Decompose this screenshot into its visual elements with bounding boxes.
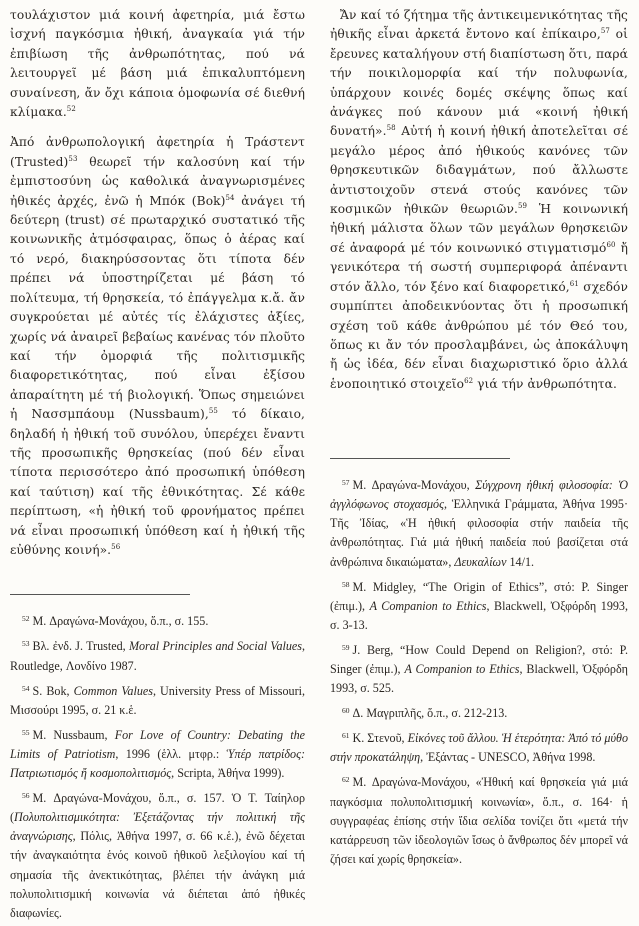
footnote-55 <box>10 723 305 783</box>
footnote-text: , Blackwell, Ὀξφόρδη 1993, σ. 525. <box>330 661 628 696</box>
footnote-ref-58[interactable]: 58 <box>386 124 396 133</box>
footnote-ref-55[interactable]: 55 <box>208 407 218 416</box>
footnote-text: M. Midgley, “The Origin of Ethics”, στό: P. Singer (ἐπιμ.), <box>330 579 628 613</box>
footnote-52 <box>10 609 305 631</box>
footnote-text: , Ἑλληνικά Γράμματα, Ἀθήνα 1995· Τῆς Ἰδίας, «Ἡ ἠθική φιλοσοφία στήν παιδεία τῆς ἀνθρωπότητας. Γιά μιά ἠθική παιδεία πού βασίζεται στά ἀνθρώπινα δικαιώματα», <box>330 497 628 569</box>
footnote-title: A Companion to Ethics <box>369 598 487 613</box>
footnote-title: For Love of Country: Debating the Limits of Patriotism <box>10 727 305 761</box>
footnote-text: M. Δραγώνα-Μονάχου, ὅ.π., σ. 155. <box>32 614 209 629</box>
footnote-text: , Scripta, Ἀθήνα 1999). <box>171 766 285 781</box>
footnote-text: Κ. Στενοῦ, <box>352 731 408 746</box>
footnote-number: 54 <box>22 683 30 693</box>
footnote-text: , Routledge, Λονδίνο 1987. <box>10 639 306 673</box>
footnote-ref-56[interactable]: 56 <box>111 542 121 551</box>
footnote-53 <box>10 634 305 675</box>
footnote-divider <box>10 594 190 595</box>
footnote-57 <box>330 473 628 571</box>
footnote-ref-62[interactable]: 62 <box>464 376 474 385</box>
footnote-text: , Blackwell, Ὀξφόρδη 1993, σ. 3-13. <box>330 598 628 632</box>
footnote-title: Ὑπέρ πατρίδος: Πατριωτισμός ἤ κοσμοπολιτισμός <box>10 746 306 781</box>
footnote-text: , Ἐξάντας - UNESCO, Ἀθήνα 1998. <box>420 750 596 765</box>
footnote-text: , 1996 (ἑλλ. μτφρ.: <box>115 746 227 761</box>
footnote-divider <box>330 458 510 459</box>
footnote-text: M. Δραγώνα-Μονάχου, «Ἠθική καί θρησκεία γιά μιά παγκόσμια πολυπολιτισμική κοινωνία», ὅ.π., σ. 164· ἡ συγγραφέας ἐπίσης στήν ἴδια σελίδα τονίζει ὅτι «μετά τήν κατάρρευση τῶν ἰδεολογιῶν ἴσως ὁ ἄνθρωπος δέν μπορεῖ νά ζήσει καί χωρίς θρησκεία». <box>330 775 628 866</box>
footnote-text: 14/1. <box>506 554 535 569</box>
right-body-text <box>330 6 628 394</box>
footnote-ref-60[interactable]: 60 <box>606 240 616 249</box>
footnote-ref-52[interactable]: 52 <box>66 105 76 114</box>
footnote-title: Πολυπολιτισμικότητα: Ἐξετάζοντας τήν πολιτική τῆς ἀναγνώρισης <box>10 810 305 844</box>
footnote-text: M. Nussbaum, <box>32 727 115 742</box>
footnote-number: 58 <box>342 579 350 589</box>
footnote-number: 53 <box>22 639 30 649</box>
left-body-text <box>10 6 305 560</box>
footnote-ref-54[interactable]: 54 <box>225 193 235 202</box>
footnote-56 <box>10 786 305 923</box>
footnote-text: Βλ. ἐνδ. J. Trusted, <box>32 639 129 654</box>
footnote-number: 56 <box>22 791 30 801</box>
footnote-58 <box>330 575 628 635</box>
footnote-number: 52 <box>22 614 30 624</box>
footnotes-left <box>10 609 305 922</box>
footnote-number: 61 <box>342 731 350 741</box>
footnote-ref-61[interactable]: 61 <box>569 279 579 288</box>
footnote-text: M. Δραγώνα-Μονάχου, ὅ.π., σ. 157. Ὁ Τ. Ταίηλορ ( <box>10 791 305 825</box>
paragraph-3: Ἄν καί τό ζήτημα τῆς ἀντικειμενικότητας τῆς ἠθικῆς εἶναι ἀρκετά ἔντονο καί ἐπίκαιρο,$^{57}$ οἱ ἔρευνες καταλήγουν στή διαπίστωση ὅτι, παρά τήν ποικιλομορφία καί τήν πολυφωνία, ὑπάρχουν κοινές δομές σκέψης ὅπως καί ἀνάγκες πού κάνουν μιά «κοινή ἠθική δυνατή».$^{58}$ Αὐτή ἡ κοινή ἠθική ἀποτελεῖται σέ μεγάλο μέρος ἀπό ἠθικούς κανόνες τῶν θρησκευτικῶν διδαγμάτων, πού ἄλλωστε ἀντιστοιχοῦν στενά στούς κανόνες τῶν κοσμικῶν ἠθικῶν θεωριῶν.$^{59}$ Ἡ κοινωνική ἠθική μάλιστα ὅλων τῶν μεγάλων θρησκειῶν σέ ἀναφορά μέ τόν κοινωνικό στιγματισμό$^{60}$ ἤ γενικότερα τή σωστή συμπεριφορά ἀπέναντι στόν ἄλλο, τόν ξένο καί διαφορετικό,$^{61}$ σχεδόν συμπίπτει ἀποδεικνύοντας ὅτι ἡ προσωπική σχέση τοῦ κάθε ἀνθρώπου μέ τόν Θεό του, ὅπως κι ἄν τόν προσλαμβάνει, ὡς ἀποκάλυψη ἤ ὡς ἰδέα, δέν εἶναι διαχωριστικό ὅριο ἀλλά ἑνοποιητικό στοιχεῖο$^{62}$ γιά τήν ἀνθρωπότητα. <box>330 8 628 391</box>
footnote-60 <box>330 701 628 723</box>
footnote-text: , Πόλις, Ἀθήνα 1997, σ. 66 κ.ἑ.), ἐνῶ δέχεται τήν ἀναγκαιότητα ἑνός κοινοῦ ἠθικοῦ λεξιλογίου καί τή σημασία τῆς ἀνεκτικότητας, βλέπει τήν ἀνάγκη μιά πολυπολιτισμική κοινωνία νά διέπεται ἀπό ἠθικές διαφωνίες. <box>10 829 305 920</box>
footnote-title: Εἰκόνες τοῦ ἄλλου. Ἡ ἑτερότητα: Ἀπό τό μύθο στήν προκατάληψη <box>330 731 629 765</box>
footnote-text: , University Press of Missouri, Μισσούρι 1995, σ. 21 κ.ἑ. <box>10 683 306 717</box>
footnote-number: 62 <box>342 775 350 785</box>
footnote-61 <box>330 726 628 767</box>
footnote-62 <box>330 770 628 868</box>
footnote-title: Δευκαλίων <box>454 554 507 569</box>
footnote-text: Δ. Μαγριπλῆς, ὅ.π., σ. 212-213. <box>352 706 508 721</box>
footnote-number: 60 <box>342 706 350 716</box>
left-column <box>10 6 305 926</box>
footnote-text: S. Bok, <box>32 683 74 698</box>
footnote-ref-53[interactable]: 53 <box>68 154 78 163</box>
footnote-number: 57 <box>342 478 350 488</box>
footnote-text: J. Berg, “How Could Depend on Religion?, στό: P. Singer (ἐπιμ.), <box>330 642 628 676</box>
footnote-59 <box>330 638 628 698</box>
footnote-number: 59 <box>342 642 350 652</box>
footnote-text: M. Δραγώνα-Μονάχου, <box>352 478 476 493</box>
paragraph-1: τουλάχιστον μιά κοινή ἀφετηρία, μιά ἔστω ἰσχνή παγκόσμια ἠθική, ἀναγκαία γιά τήν ἐπιβίωση τῆς ἀνθρωπότητας, πού νά λειτουργεῖ μέ βάση μιά ἐπικαλυπτόμενη συναίνεση, ἄν ὄχι κάποια ὁμοφωνία σέ διεθνή κλίμακα.$^{52}$ <box>10 8 305 120</box>
footnote-title: A Companion to Ethics <box>404 661 520 676</box>
footnote-title: Moral Principles and Social Values <box>128 639 302 654</box>
footnote-title: Common Values <box>73 683 153 698</box>
right-column <box>330 6 628 872</box>
footnote-54 <box>10 679 305 720</box>
footnote-number: 55 <box>22 727 30 737</box>
footnote-ref-59[interactable]: 59 <box>517 202 528 211</box>
footnote-title: Σύγχρονη ἠθική φιλοσοφία: Ὁ ἀγγλόφωνος στοχασμός <box>330 478 628 512</box>
footnotes-right <box>330 473 628 869</box>
footnote-ref-57[interactable]: 57 <box>600 27 610 36</box>
paragraph-2: Ἀπό ἀνθρωπολογική ἀφετηρία ἡ Τράστεντ (Trusted)$^{53}$ θεωρεῖ τήν καλοσύνη καί τήν ἐμπιστοσύνη ὡς καθολικά ἀναγνωρισμένες ἠθικές ἀρχές, ἐνῶ ἡ Μπόκ (Bok)$^{54}$ ἀνάγει τή δεύτερη (trust) σέ πρωταρχικό συστατικό τῆς κοινωνικῆς ἀτμόσφαιρας, ὅπως ὁ ἀέρας καί τό νερό, διακηρύσσοντας ὅτι τίποτα δέν πρέπει νά ὑποστηρίζεται μέ βάση τό πολίτευμα, τή θρησκεία, τό ἐπάγγελμα κ.ἄ. ἄν συγκρούεται μέ αὐτές τίς ἐλάχιστες ἀξίες, χωρίς νά ἀναιρεῖ βεβαίως κανένας τόν πλοῦτο καί τήν ὀμορφιά τῆς πολιτισμικῆς διαφορετικότητας, πού εἶναι ἐξίσου ἀπαραίτητη μέ τή βιολογική. Ὅπως σημειώνει ἡ Νασσμπάουμ (Nussbaum),$^{55}$ τό δίκαιο, δηλαδή ἡ ἠθική τοῦ συνόλου, ὑπερέχει ἔναντι τῆς προσωπικῆς θρησκείας (πού δέν εἶναι τίποτα περισσότερο ἀπό προσωπική ὑπόθεση καί ταύτιση) καί τῆς ἐθνικότητας. Σέ κάθε περίπτωση, «ἡ ἠθική τοῦ φρονήματος πρέπει νά εἶναι προσωπική ὑπόθεση καί ἡ ἠθική τῆς εὐθύνης κοινή».$^{56}$ <box>10 135 305 557</box>
